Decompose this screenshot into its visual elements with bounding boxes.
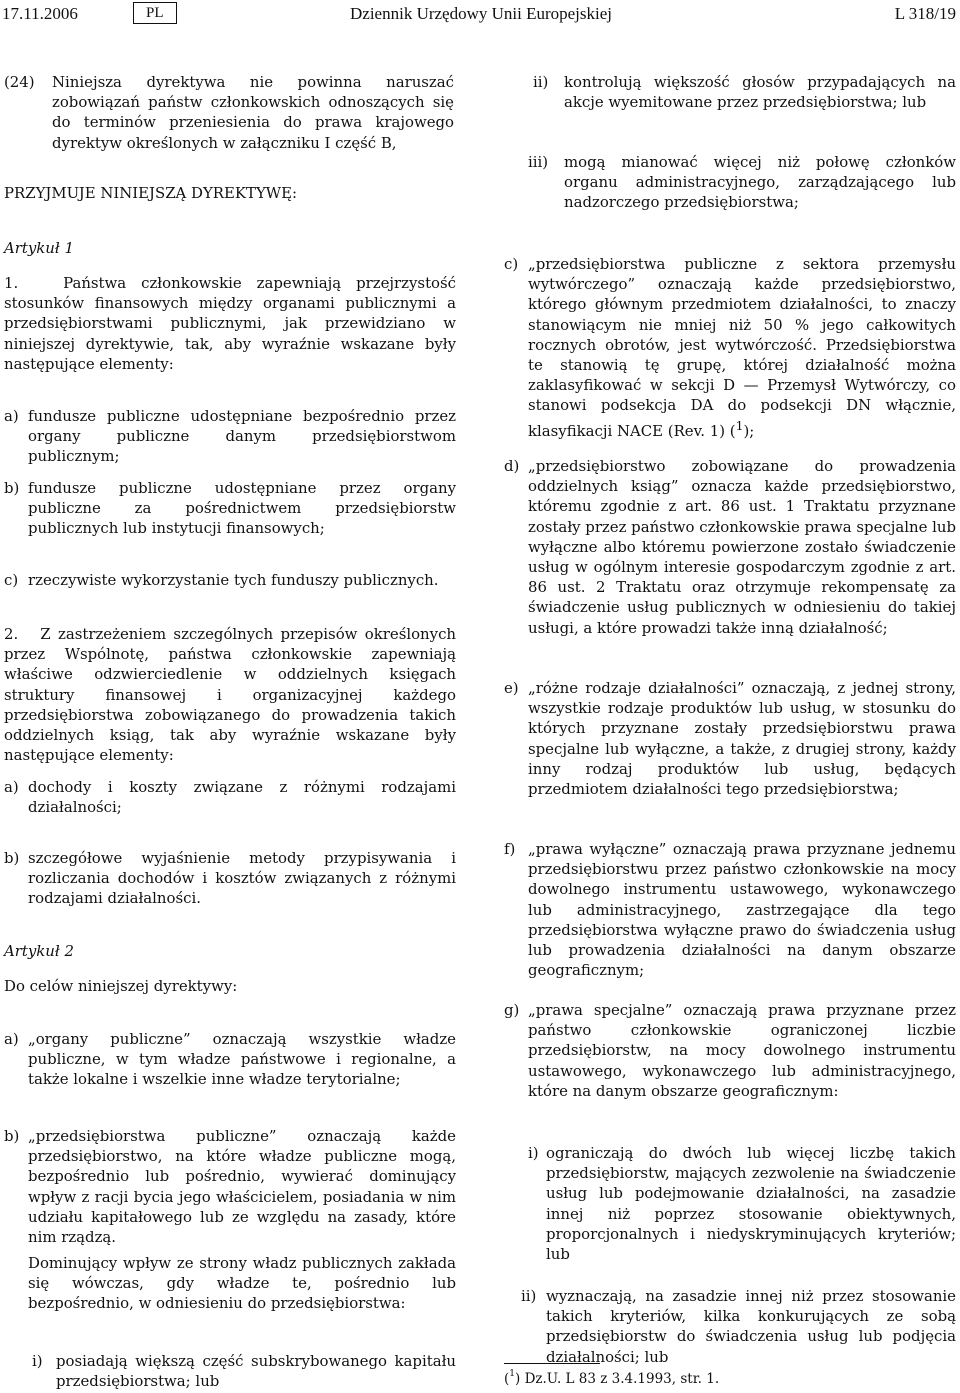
article-2-item-g-ii: wyznaczają, na zasadzie innej niż przez stosowanie takich kryteriów, kilka konkurujących ze sobą przedsiębiorstw do świadczenia usług lub podjęcia działalności; lub [546, 1287, 956, 1366]
item-label: ii) [533, 73, 549, 91]
article-1-para-2-item-a: dochody i koszty związane z różnymi rodzajami działalności; [28, 778, 456, 817]
footnote: ($^1$) Dz.U. L 83 z 3.4.1993, str. 1. [504, 1369, 720, 1387]
item-c-text: „przedsiębiorstwa publiczne z sektora przemysłu wytwórczego” oznaczają każde przedsiębiorstwo, którego głównym przedmiotem działalności, to znaczy stanowiącym nie mniej niż 50 % jego całkowitych rocznych obrotów, jest wytwórczość. Przedsiębiorstwa te stanowią tę grupę, której działalność można zaklasyfikować w sekcji D — Przemysł Wytwórczy, co stanowi podsekcja DA do podsekcji DN włącznie, klasyfikacji NACE (Rev. 1) [528, 255, 956, 440]
article-1-para-1: 1. Państwa członkowskie zapewniają przejrzystość stosunków finansowych między organami publicznymi a przedsiębiorstwami publicznymi, jak przewidziano w niniejszej dyrektywie, tak, aby wyraźnie wskazane były następujące elementy: [4, 274, 461, 373]
article-2-item-g-i: ograniczają do dwóch lub więcej liczbę takich przedsiębiorstw, mających zezwolenie na świadczenie usług lub podejmowanie działalności, na zasadzie innej niż poprzez stosowanie obiektywnych, proporcjonalnych i niedyskryminujących kryteriów; lub [546, 1144, 956, 1264]
article-2-intro: Do celów niniejszej dyrektywy: [4, 977, 238, 995]
item-label: g) [504, 1001, 520, 1019]
item-label: f) [504, 840, 516, 858]
item-label: b) [4, 479, 20, 497]
adoption-formula: PRZYJMUJE NINIEJSZĄ DYREKTYWĘ: [4, 184, 297, 202]
article-2-item-g: „prawa specjalne” oznaczają prawa przyznane przez państwo członkowskie ograniczonej liczbie przedsiębiorstw, na mocy dowolnego instrumentu ustawowego, wykonawczego lub administracyjnego, które na danym obszarze geograficznym: [528, 1001, 956, 1100]
article-2-item-b-paragraph: Dominujący wpływ ze strony władz publicznych zakłada się wówczas, gdy władze te, pośrednio lub bezpośrednio, w odniesieniu do przedsiębiorstwa: [28, 1254, 456, 1313]
item-label: e) [504, 679, 519, 697]
item-label: b) [4, 1127, 20, 1145]
item-label: iii) [528, 153, 549, 171]
article-2-item-f: „prawa wyłączne” oznaczają prawa przyznane jednemu przedsiębiorstwu przez państwo członkowskie na mocy dowolnego instrumentu ustawowego, wykonawczego lub administracyjnego, zastrzegające dla tego przedsiębiorstwa wyłączne prawo do świadczenia usług lub prowadzenia działalności na danym obszarze geograficznym; [528, 840, 956, 980]
publication-date: 17.11.2006 [2, 4, 78, 23]
article-1-item-c: rzeczywiste wykorzystanie tych funduszy publicznych. [28, 571, 439, 589]
page-header [0, 4, 960, 28]
footnote-text: Dz.U. L 83 z 3.4.1993, str. 1. [524, 1371, 720, 1387]
language-badge: PL [133, 2, 177, 24]
article-1-para-2-item-b: szczegółowe wyjaśnienie metody przypisywania i rozliczania dochodów i kosztów związanych z różnymi rodzajami działalności. [28, 849, 456, 908]
article-1-title: Artykuł 1 [4, 239, 74, 257]
article-2-item-a: „organy publiczne” oznaczają wszystkie władze publiczne, w tym władze państwowe i regionalne, a także lokalne i wszelkie inne władze terytorialne; [28, 1030, 456, 1089]
item-label: c) [504, 255, 519, 273]
footnote-number: 1 [509, 1369, 516, 1379]
item-b-ii: kontrolują większość głosów przypadających na akcje wyemitowane przez przedsiębiorstwa; lub [564, 73, 956, 112]
page-number: L 318/19 [894, 4, 956, 23]
item-label: ii) [521, 1287, 537, 1305]
footnote-divider [504, 1363, 600, 1364]
item-c-end: ; [749, 421, 755, 440]
article-2-item-b-i: posiadają większą część subskrybowanego kapitału przedsiębiorstwa; lub [56, 1352, 456, 1391]
article-2-item-d: „przedsiębiorstwo zobowiązane do prowadzenia oddzielnych ksiąg” oznacza każde przedsiębiorstwo, któremu zgodnie z art. 86 ust. 1 Traktatu przyznane zostały przez państwo członkowskie prawa specjalne lub wyłączne albo któremu powierzone zostało świadczenie usług w ogólnym interesie gospodarczym zgodnie z art. 86 ust. 2 Traktatu oraz otrzymuje rekompensatę za świadczenie usług publicznych w odniesieniu do takiej usługi, a które prowadzi także inną działalność; [528, 457, 957, 637]
item-label: a) [4, 407, 19, 425]
item-b-iii: mogą mianować więcej niż połowę członków organu administracyjnego, zarządzającego lub nadzorczego przedsiębiorstwa; [564, 153, 956, 212]
item-label: i) [32, 1352, 43, 1370]
article-2-title: Artykuł 2 [4, 942, 74, 960]
item-label: d) [504, 457, 520, 475]
journal-title: Dziennik Urzędowy Unii Europejskiej [350, 4, 613, 23]
item-label: c) [4, 571, 19, 589]
item-label: a) [4, 1030, 19, 1048]
footnote-reference[interactable]: 1 [735, 417, 744, 433]
article-1-item-b: fundusze publiczne udostępniane przez organy publiczne za pośrednictwem przedsiębiorstw publicznych lub instytucji finansowych; [28, 479, 456, 538]
item-label: b) [4, 849, 20, 867]
article-2-item-c: „przedsiębiorstwa publiczne z sektora przemysłu wytwórczego” oznaczają każde przedsiębiorstwo, którego głównym przedmiotem działalności, to znaczy stanowiącym nie mniej niż 50 % jego całkowitych rocznych obrotów, jest wytwórczość. Przedsiębiorstwa te stanowią tę grupę, której działalność można zaklasyfikować w sekcji D — Przemysł Wytwórczy, co stanowi podsekcja DA do podsekcji DN włącznie, klasyfikacji NACE (Rev. 1) ($^1$); [528, 255, 956, 440]
recital-label: (24) [4, 73, 35, 91]
item-label: a) [4, 778, 19, 796]
item-label: i) [528, 1144, 539, 1162]
article-2-item-e: „różne rodzaje działalności” oznaczają, z jednej strony, wszystkie rodzaje produktów lub usług, w stosunku do których przyznane zostały przedsiębiorstwu prawa specjalne lub wyłączne, a także, z drugiej strony, każdy inny rodzaj produktów lub usług, będących przedmiotem działalności tego przedsiębiorstwa; [528, 679, 956, 799]
article-1-para-2: 2. Z zastrzeżeniem szczególnych przepisów określonych przez Wspólnotę, państwa członkowskie zapewniają właściwe odzwierciedlenie w oddzielnych księgach struktury finansowej i organizacyjnej każdego przedsiębiorstwa zobowiązanego do prowadzenia takich oddzielnych ksiąg, tak aby wyraźnie wskazane były następujące elementy: [4, 625, 461, 765]
article-2-item-b: „przedsiębiorstwa publiczne” oznaczają każde przedsiębiorstwo, na które władze publiczne mogą, bezpośrednio lub pośrednio, wywierać dominujący wpływ z racji bycia jego właścicielem, posiadania w nim udziału kapitałowego lub ze względu na zasady, które nim rządzą. [28, 1127, 456, 1247]
article-1-item-a: fundusze publiczne udostępniane bezpośrednio przez organy publiczne danym przedsiębiorstwom publicznym; [28, 407, 456, 466]
recital-24: Niniejsza dyrektywa nie powinna naruszać zobowiązań państw członkowskich odnoszących się do terminów przeniesienia do prawa krajowego dyrektyw określonych w załączniku I część B, [52, 73, 454, 152]
